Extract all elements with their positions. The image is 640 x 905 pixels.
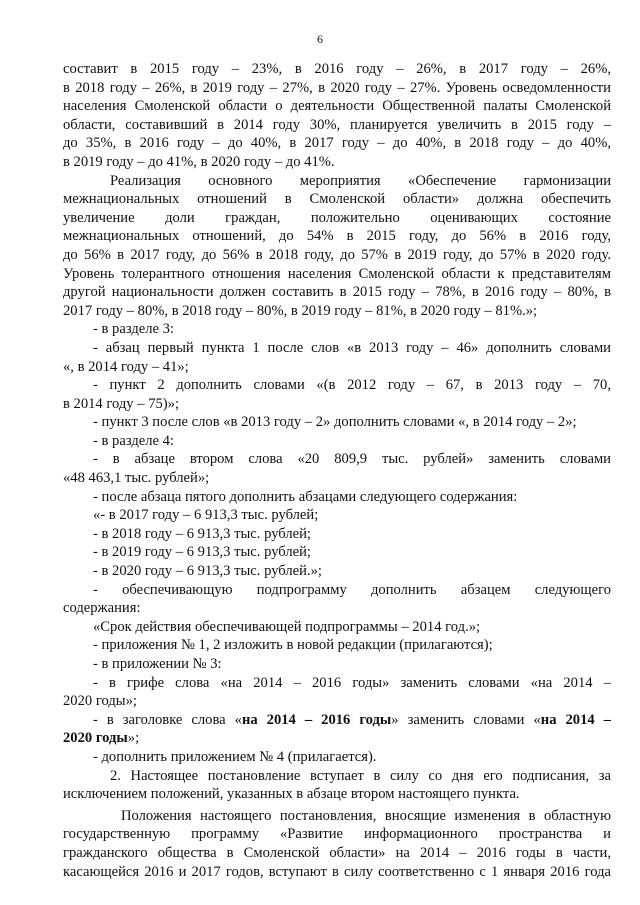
text-line: - дополнить приложением № 4 (прилагается). [93, 748, 377, 765]
text-line: увеличение доли граждан, положительно оценивающих состояние [63, 209, 611, 226]
text-line: касающейся 2016 и 2017 годов, вступают в силу соответственно с 1 января 2016 года [63, 863, 611, 880]
text-line: Реализация основного мероприятия «Обеспечение гармонизации [110, 172, 611, 189]
text-line: - в разделе 4: [93, 432, 174, 449]
text-line: до 35%, в 2016 году – до 40%, в 2017 году – до 40%, в 2018 году – до 40%, [63, 135, 611, 152]
text-line: «, в 2014 году – 41»; [63, 358, 189, 375]
heading-bold-old: на 2014 – 2016 годы [241, 711, 392, 728]
heading-tail-text: »; [127, 730, 140, 747]
text-line: - абзац первый пункта 1 после слов «в 2013 году – 46» дополнить словами [93, 339, 611, 356]
text-line: 2017 году – 80%, в 2018 году – 80%, в 2019 году – 81%, в 2020 году – 81%.»; [63, 302, 538, 319]
text-line: «- в 2017 году – 6 913,3 тыс. рублей; [93, 507, 319, 524]
text-line: межнациональных отношений в Смоленской области» должна обеспечить [63, 191, 611, 208]
text-line: - в абзаце втором слова «20 809,9 тыс. рублей» заменить словами [93, 451, 611, 468]
text-line: содержания: [63, 600, 141, 617]
text-line: гражданского общества в Смоленской области» на 2014 – 2016 годы в части, [63, 844, 611, 861]
text-line: - пункт 2 дополнить словами «(в 2012 году – 67, в 2013 году – 70, [93, 377, 611, 394]
text-line: - в приложении № 3: [93, 656, 222, 672]
heading-mid-text: » заменить словами « [391, 711, 541, 728]
heading-bold-new-cont: 2020 годы [63, 730, 128, 747]
text-line: 2. Настоящее постановление вступает в силу со дня его подписания, за [110, 767, 611, 784]
text-line: «48 463,1 тыс. рублей»; [63, 470, 210, 487]
text-line: - приложения № 1, 2 изложить в новой редакции (прилагаются); [93, 637, 493, 654]
text-line: в 2018 году – 26%, в 2019 году – 27%, в 2020 году – 27%. Уровень осведомленности [63, 79, 611, 96]
text-line: межнациональных отношений, до 54% в 2015 году, до 56% в 2016 году, [63, 228, 611, 245]
heading-bold-new: на 2014 – [540, 711, 611, 728]
text-line: - в 2018 году – 6 913,3 тыс. рублей; [93, 525, 311, 542]
text-line: другой национальности должен составить в 2015 году – 78%, в 2016 году – 80%, в [63, 284, 611, 301]
document-body [63, 60, 611, 881]
text-line: 2020 годы»; [63, 693, 137, 710]
text-line: - в разделе 3: [93, 321, 174, 338]
text-line: в 2019 году – до 41%, в 2020 году – до 41%. [63, 153, 335, 170]
text-line: государственную программу «Развитие информационного пространства и [63, 826, 611, 843]
page-number: 6 [317, 32, 323, 46]
text-line: «Срок действия обеспечивающей подпрограммы – 2014 год.»; [93, 618, 481, 635]
text-line: исключением положений, указанных в абзаце втором настоящего пункта. [63, 786, 520, 803]
text-line: Положения настоящего постановления, вносящие изменения в областную [121, 807, 611, 824]
text-line: составит в 2015 году – 23%, в 2016 году – 26%, в 2017 году – 26%, [63, 61, 611, 77]
text-line: - пункт 3 после слов «в 2013 году – 2» дополнить словами «, в 2014 году – 2»; [93, 414, 577, 431]
text-line: - после абзаца пятого дополнить абзацами следующего содержания: [93, 488, 518, 505]
text-line: в 2014 году – 75)»; [63, 395, 179, 412]
text-line: до 56% в 2017 году, до 56% в 2018 году, до 57% в 2019 году, до 57% в 2020 году. [63, 246, 611, 263]
heading-amendment-line [63, 711, 611, 730]
text-line: - в 2020 году – 6 913,3 тыс. рублей.»; [93, 563, 322, 580]
text-line: - в 2019 году – 6 913,3 тыс. рублей; [93, 544, 311, 561]
heading-amendment-line-cont [63, 729, 611, 748]
heading-lead-text: - в заголовке слова « [93, 711, 242, 728]
text-line: Уровень толерантного отношения населения Смоленской области к представителям [63, 265, 611, 282]
text-line: - в грифе слова «на 2014 – 2016 годы» заменить словами «на 2014 – [93, 674, 611, 691]
text-line: - обеспечивающую подпрограмму дополнить абзацем следующего [93, 581, 611, 598]
text-line: области, составивший в 2014 году 30%, планируется увеличить в 2015 году – [63, 116, 611, 133]
text-line: населения Смоленской области о деятельности Общественной палаты Смоленской [63, 98, 611, 115]
